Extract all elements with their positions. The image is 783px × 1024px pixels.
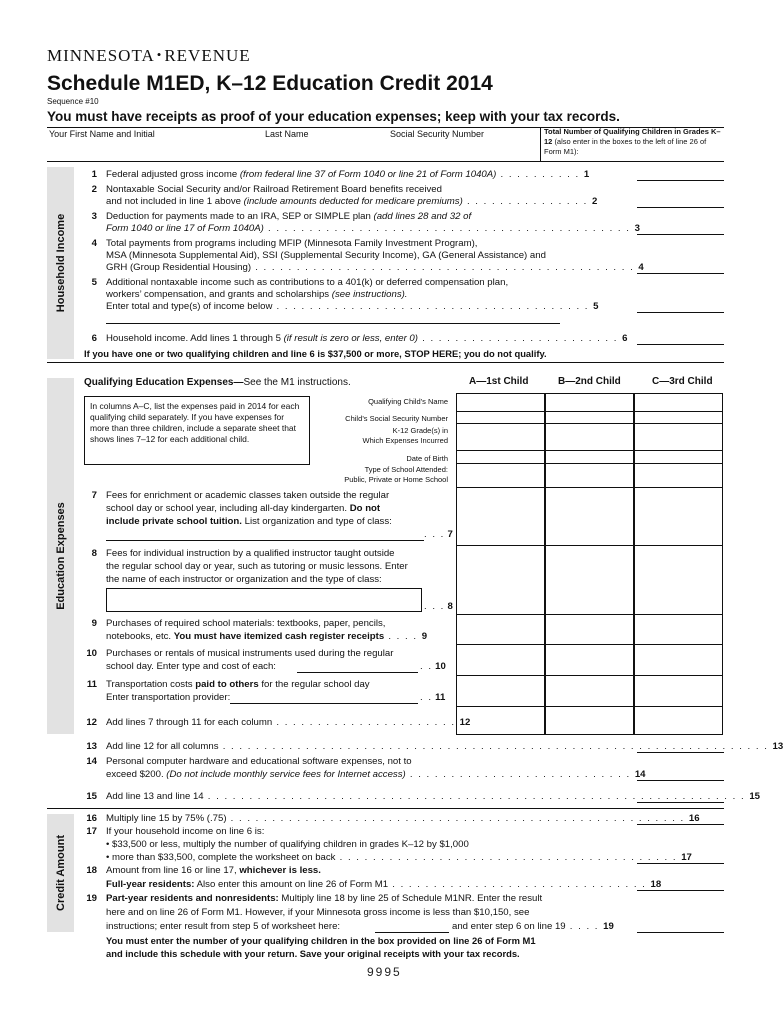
ssn-label: Social Security Number (390, 129, 485, 139)
child-b-line-9-entry[interactable] (545, 614, 634, 645)
row-label-school: Type of School Attended: Public, Private or Home School (344, 465, 448, 484)
line-18-entry[interactable] (637, 890, 724, 891)
child-b-line-8-entry[interactable] (545, 545, 634, 615)
child-b-info-cell[interactable] (545, 463, 634, 488)
column-c-header: C—3rd Child (652, 376, 713, 387)
line-1-entry[interactable] (637, 180, 724, 181)
line-6-entry[interactable] (637, 344, 724, 345)
line-5-entry[interactable] (637, 312, 724, 313)
line-13-entry[interactable] (637, 752, 724, 753)
child-b-line-11-entry[interactable] (545, 675, 634, 707)
child-b-info-cell[interactable] (545, 450, 634, 464)
receipts-notice: You must have receipts as proof of your education expenses; keep with your tax records. (47, 109, 620, 124)
column-b-header: B—2nd Child (558, 376, 621, 387)
first-name-label: Your First Name and Initial (49, 129, 155, 139)
last-name-label: Last Name (265, 129, 309, 139)
child-c-info-cell[interactable] (634, 463, 723, 488)
child-a-line-7-entry[interactable] (456, 487, 545, 546)
row-label-child-ssn: Child’s Social Security Number (345, 414, 448, 423)
child-a-line-8-entry[interactable] (456, 545, 545, 615)
column-a-header: A—1st Child (469, 376, 529, 387)
line-7-description[interactable] (106, 540, 424, 541)
child-a-line-11-entry[interactable] (456, 675, 545, 707)
line-16-entry[interactable] (637, 824, 724, 825)
form-title: Schedule M1ED, K–12 Education Credit 2014 (47, 72, 493, 95)
line-14-entry[interactable] (637, 780, 724, 781)
line-11-provider[interactable] (230, 703, 418, 704)
section-credit-amount: Credit Amount (47, 814, 74, 932)
child-c-line-9-entry[interactable] (634, 614, 723, 645)
child-a-info-cell[interactable] (456, 463, 545, 488)
stop-notice: If you have one or two qualifying children and line 6 is $37,500 or more, STOP HERE; you do not qualify. (84, 348, 547, 359)
form-code: 9995 (367, 965, 402, 979)
children-count-label: Total Number of Qualifying Children in Grades K–12 (also enter in the boxes to the left of line 26 of Form M1): (544, 127, 721, 156)
child-c-info-cell[interactable] (634, 423, 723, 451)
line-4-entry[interactable] (637, 273, 724, 274)
section-education-expenses: Education Expenses (47, 378, 74, 734)
child-c-line-11-entry[interactable] (634, 675, 723, 707)
row-label-grade: K-12 Grade(s) in Which Expenses Incurred (362, 426, 448, 445)
child-c-info-cell[interactable] (634, 393, 723, 412)
line-10-description[interactable] (297, 672, 418, 673)
child-b-line-10-entry[interactable] (545, 644, 634, 676)
brand-logo: MINNESOTA • REVENUE (47, 46, 251, 65)
instructions-note: In columns A–C, list the expenses paid in 2014 for each qualifying child separately. If you have expenses for more than three children, include a separate sheet that shows lines 7–12 for each additional child. (84, 396, 310, 465)
line-19-worksheet-entry[interactable] (375, 932, 449, 933)
child-c-line-8-entry[interactable] (634, 545, 723, 615)
line-3-entry[interactable] (637, 234, 724, 235)
child-a-line-10-entry[interactable] (456, 644, 545, 676)
child-a-info-cell[interactable] (456, 450, 545, 464)
child-b-line-12-entry[interactable] (545, 706, 634, 735)
line-19-entry[interactable] (637, 932, 724, 933)
child-a-info-cell[interactable] (456, 393, 545, 412)
line-2-entry[interactable] (637, 207, 724, 208)
child-b-info-cell[interactable] (545, 423, 634, 451)
child-b-info-cell[interactable] (545, 393, 634, 412)
final-instruction-2: and include this schedule with your return. Save your original receipts with your tax records. (106, 948, 520, 959)
row-label-dob: Date of Birth (406, 454, 448, 463)
section-household-income: Household Income (47, 167, 74, 359)
child-c-line-12-entry[interactable] (634, 706, 723, 735)
final-instruction-1: You must enter the number of your qualifying children in the box provided on line 26 of Form M1 (106, 935, 536, 946)
child-c-line-7-entry[interactable] (634, 487, 723, 546)
sequence-number: Sequence #10 (47, 97, 99, 106)
row-label-child-name: Qualifying Child’s Name (368, 397, 448, 406)
line-15-entry[interactable] (637, 802, 724, 803)
line-17-entry[interactable] (637, 863, 724, 864)
education-heading: Qualifying Education Expenses—See the M1 instructions. (84, 377, 351, 388)
child-a-line-9-entry[interactable] (456, 614, 545, 645)
child-c-info-cell[interactable] (634, 450, 723, 464)
child-b-line-7-entry[interactable] (545, 487, 634, 546)
child-c-line-10-entry[interactable] (634, 644, 723, 676)
line-8-description[interactable] (106, 588, 422, 612)
child-a-info-cell[interactable] (456, 423, 545, 451)
line-5-type-entry[interactable] (106, 323, 560, 324)
